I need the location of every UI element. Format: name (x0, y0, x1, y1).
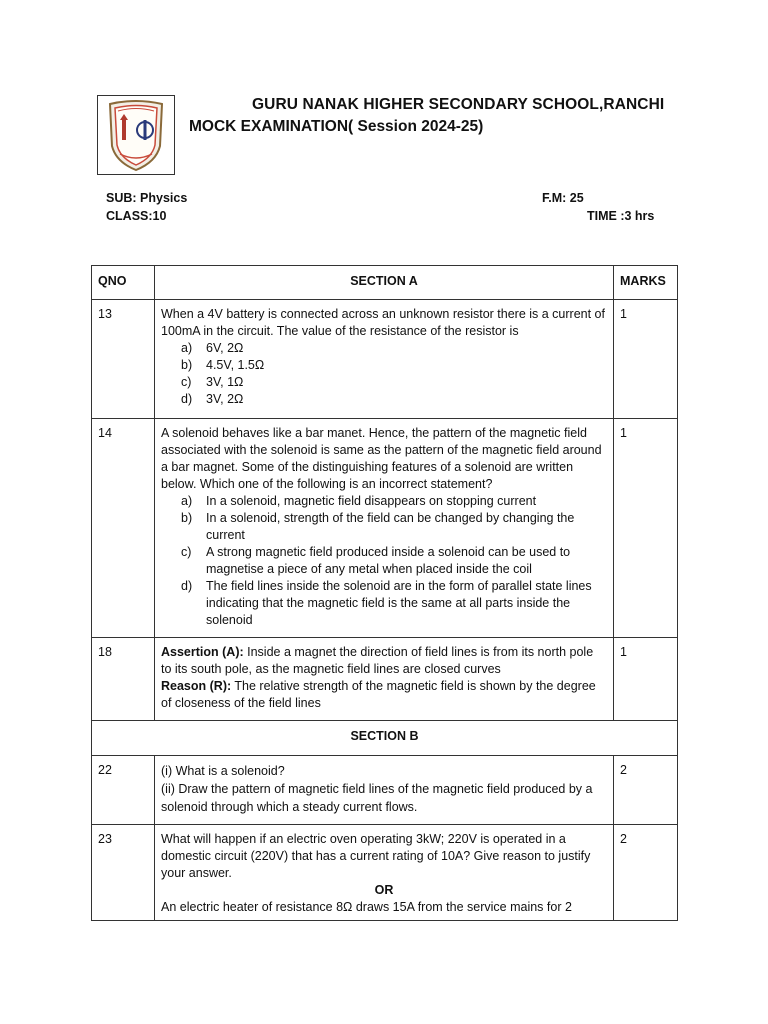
question-text: What will happen if an electric oven operating 3kW; 220V is operated in a domestic circuit (220V) that has a current rating of 10A? Give reason to justify your answer. (161, 832, 591, 880)
option-item (181, 544, 607, 578)
question-number: 22 (92, 756, 155, 825)
assertion-line (161, 644, 607, 678)
options-list (161, 340, 607, 408)
question-body (155, 419, 614, 638)
question-marks: 2 (614, 825, 678, 921)
class-label: CLASS:10 (106, 209, 167, 223)
full-marks-label: F.M: 25 (542, 191, 584, 205)
option-text: 3V, 1Ω (206, 375, 244, 389)
option-label: b) (181, 358, 193, 372)
option-label: c) (181, 375, 192, 389)
option-item (181, 578, 607, 629)
option-item (181, 340, 607, 357)
exam-title: MOCK EXAMINATION( Session 2024-25) (189, 118, 484, 135)
question-marks: 1 (614, 300, 678, 419)
table-row (92, 419, 678, 638)
question-number: 13 (92, 300, 155, 419)
question-body (155, 638, 614, 721)
option-text: In a solenoid, magnetic field disappears on stopping current (206, 494, 537, 508)
question-part: (i) What is a solenoid? (161, 764, 285, 778)
reason-text: The relative strength of the magnetic field is shown by the degree of closeness of the field lines (161, 679, 596, 710)
table-row (92, 300, 678, 419)
assertion-label: Assertion (A): (161, 645, 244, 659)
question-marks: 2 (614, 756, 678, 825)
option-item (181, 391, 607, 408)
option-text: The field lines inside the solenoid are in the form of parallel state lines indicating that the magnetic field is the same at all parts inside the solenoid (206, 579, 592, 627)
question-body (155, 825, 614, 921)
school-logo (97, 95, 175, 175)
marks-header: MARKS (614, 266, 678, 300)
option-label: c) (181, 545, 192, 559)
option-text: A strong magnetic field produced inside a solenoid can be used to magnetise a piece of any metal when placed inside the coil (206, 545, 571, 576)
option-label: d) (181, 392, 193, 406)
option-item (181, 357, 607, 374)
option-label: a) (181, 494, 193, 508)
reason-label: Reason (R): (161, 679, 232, 693)
option-label: d) (181, 579, 193, 593)
option-item (181, 374, 607, 391)
question-marks: 1 (614, 419, 678, 638)
question-text: When a 4V battery is connected across an unknown resistor there is a current of 100mA in the circuit. The value of the resistance of the resistor is (161, 307, 605, 338)
option-text: 4.5V, 1.5Ω (206, 358, 265, 372)
section-b-title: SECTION B (92, 721, 678, 756)
school-name: GURU NANAK HIGHER SECONDARY SCHOOL,RANCHI (252, 96, 665, 113)
option-text: 6V, 2Ω (206, 341, 244, 355)
question-body (155, 756, 614, 825)
question-table (91, 265, 678, 921)
question-marks: 1 (614, 638, 678, 721)
table-row (92, 756, 678, 825)
question-number: 23 (92, 825, 155, 921)
question-number: 18 (92, 638, 155, 721)
question-text: A solenoid behaves like a bar manet. Hence, the pattern of the magnetic field associated with the solenoid is same as the pattern of the magnetic field around a bar magnet. Some of the distinguishing features of a solenoid are written below. Which one of the following is an incorrect statement? (161, 426, 602, 491)
question-part: (ii) Draw the pattern of magnetic field lines of the magnetic field produced by a solenoid through which a steady current flows. (161, 782, 593, 814)
option-label: b) (181, 511, 193, 525)
reason-line (161, 678, 607, 712)
question-body (155, 300, 614, 419)
qno-header: QNO (92, 266, 155, 300)
option-text: In a solenoid, strength of the field can be changed by changing the current (206, 511, 575, 542)
option-text: 3V, 2Ω (206, 392, 244, 406)
question-number: 14 (92, 419, 155, 638)
section-b-row (92, 721, 678, 756)
section-a-header: SECTION A (155, 266, 614, 300)
table-row (92, 825, 678, 921)
alternate-question-text: An electric heater of resistance 8Ω draws 15A from the service mains for 2 (161, 900, 572, 914)
time-label: TIME :3 hrs (587, 209, 655, 223)
assertion-text: Inside a magnet the direction of field lines is from its north pole to its south pole, as the magnetic field lines are closed curves (161, 645, 594, 676)
table-header-row (92, 266, 678, 300)
options-list (161, 493, 607, 629)
option-item (181, 493, 607, 510)
table-row (92, 638, 678, 721)
or-separator: OR (374, 883, 394, 897)
subject-label: SUB: Physics (106, 191, 188, 205)
option-label: a) (181, 341, 193, 355)
option-item (181, 510, 607, 544)
